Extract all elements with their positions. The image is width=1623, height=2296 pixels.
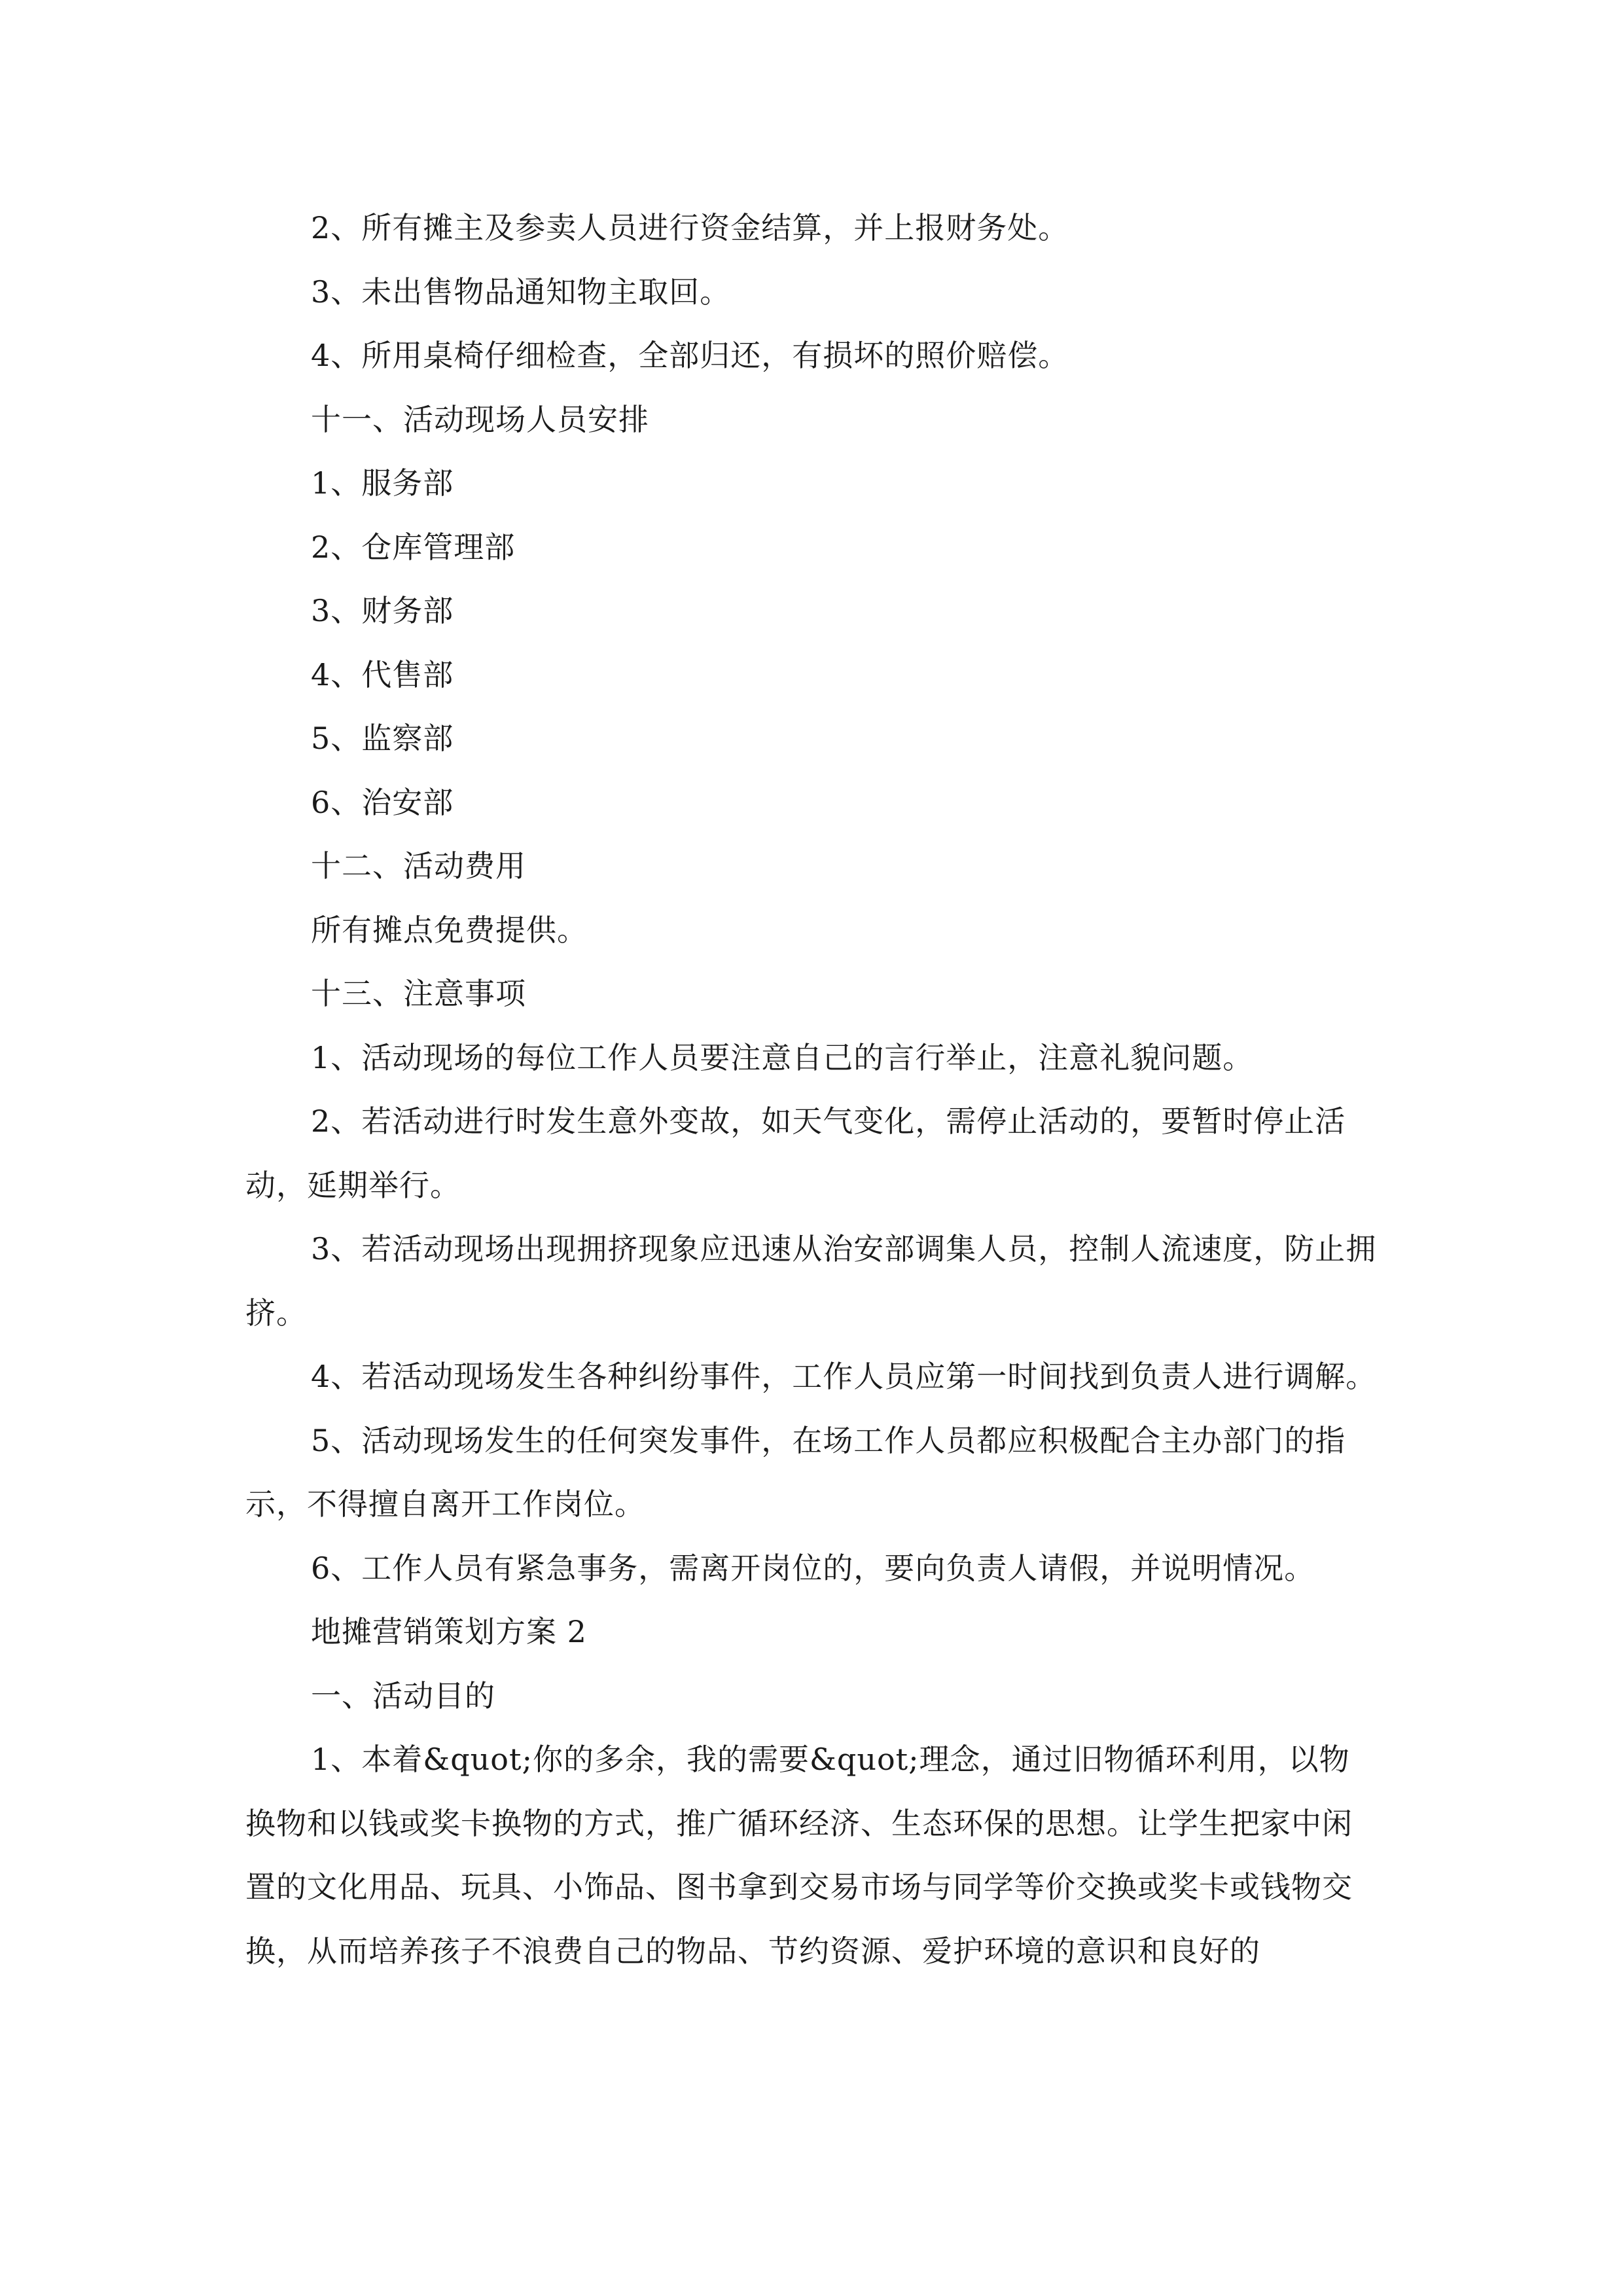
section-heading-notes: 十三、注意事项 — [311, 976, 526, 1011]
list-item-security-dept: 6、治安部 — [311, 784, 454, 820]
list-item-warehouse-dept: 2、仓库管理部 — [311, 529, 516, 565]
plan-title-2: 地摊营销策划方案 2 — [311, 1614, 587, 1649]
section-heading-costs: 十二、活动费用 — [311, 848, 526, 884]
note-item-emergencies: 5、活动现场发生的任何突发事件，在场工作人员都应积极配合主办部门的指示，不得擅自离开工作岗位。 — [245, 1422, 1346, 1522]
paragraph-settlement: 2、所有摊主及参卖人员进行资金结算，并上报财务处。 — [311, 210, 1069, 245]
list-item-consignment-dept: 4、代售部 — [311, 656, 454, 692]
note-item-disputes: 4、若活动现场发生各种纠纷事件，工作人员应第一时间找到负责人进行调解。 — [311, 1359, 1377, 1394]
section-heading-staff-arrangement: 十一、活动现场人员安排 — [311, 401, 649, 437]
list-item-service-dept: 1、服务部 — [311, 465, 454, 501]
paragraph-free-stalls: 所有摊点免费提供。 — [311, 912, 588, 948]
note-item-weather: 2、若活动进行时发生意外变故，如天气变化，需停止活动的，要暂时停止活动，延期举行。 — [245, 1103, 1346, 1203]
note-item-crowding: 3、若活动现场出现拥挤现象应迅速从治安部调集人员，控制人流速度，防止拥挤。 — [245, 1231, 1377, 1331]
paragraph-unsold-items: 3、未出售物品通知物主取回。 — [311, 274, 731, 310]
list-item-finance-dept: 3、财务部 — [311, 593, 454, 628]
note-item-conduct: 1、活动现场的每位工作人员要注意自己的言行举止，注意礼貌问题。 — [311, 1039, 1254, 1075]
paragraph-purpose-detail: 1、本着&quot;你的多余，我的需要&quot;理念，通过旧物循环利用，以物换物和以钱或奖卡换物的方式，推广循环经济、生态环保的思想。让学生把家中闲置的文化用品、玩具、小饰品、图书拿到交易市场与同学等价交换或奖卡或钱物交换，从而培养孩子不浪费自己的物品、节约资源、爱护环境的意识和良好的 — [245, 1742, 1353, 1969]
section-heading-purpose: 一、活动目的 — [311, 1677, 495, 1713]
document-body — [245, 196, 1378, 1983]
list-item-supervision-dept: 5、监察部 — [311, 721, 454, 756]
note-item-leave: 6、工作人员有紧急事务，需离开岗位的，要向负责人请假，并说明情况。 — [311, 1550, 1315, 1586]
paragraph-furniture-check: 4、所用桌椅仔细检查，全部归还，有损坏的照价赔偿。 — [311, 338, 1069, 373]
